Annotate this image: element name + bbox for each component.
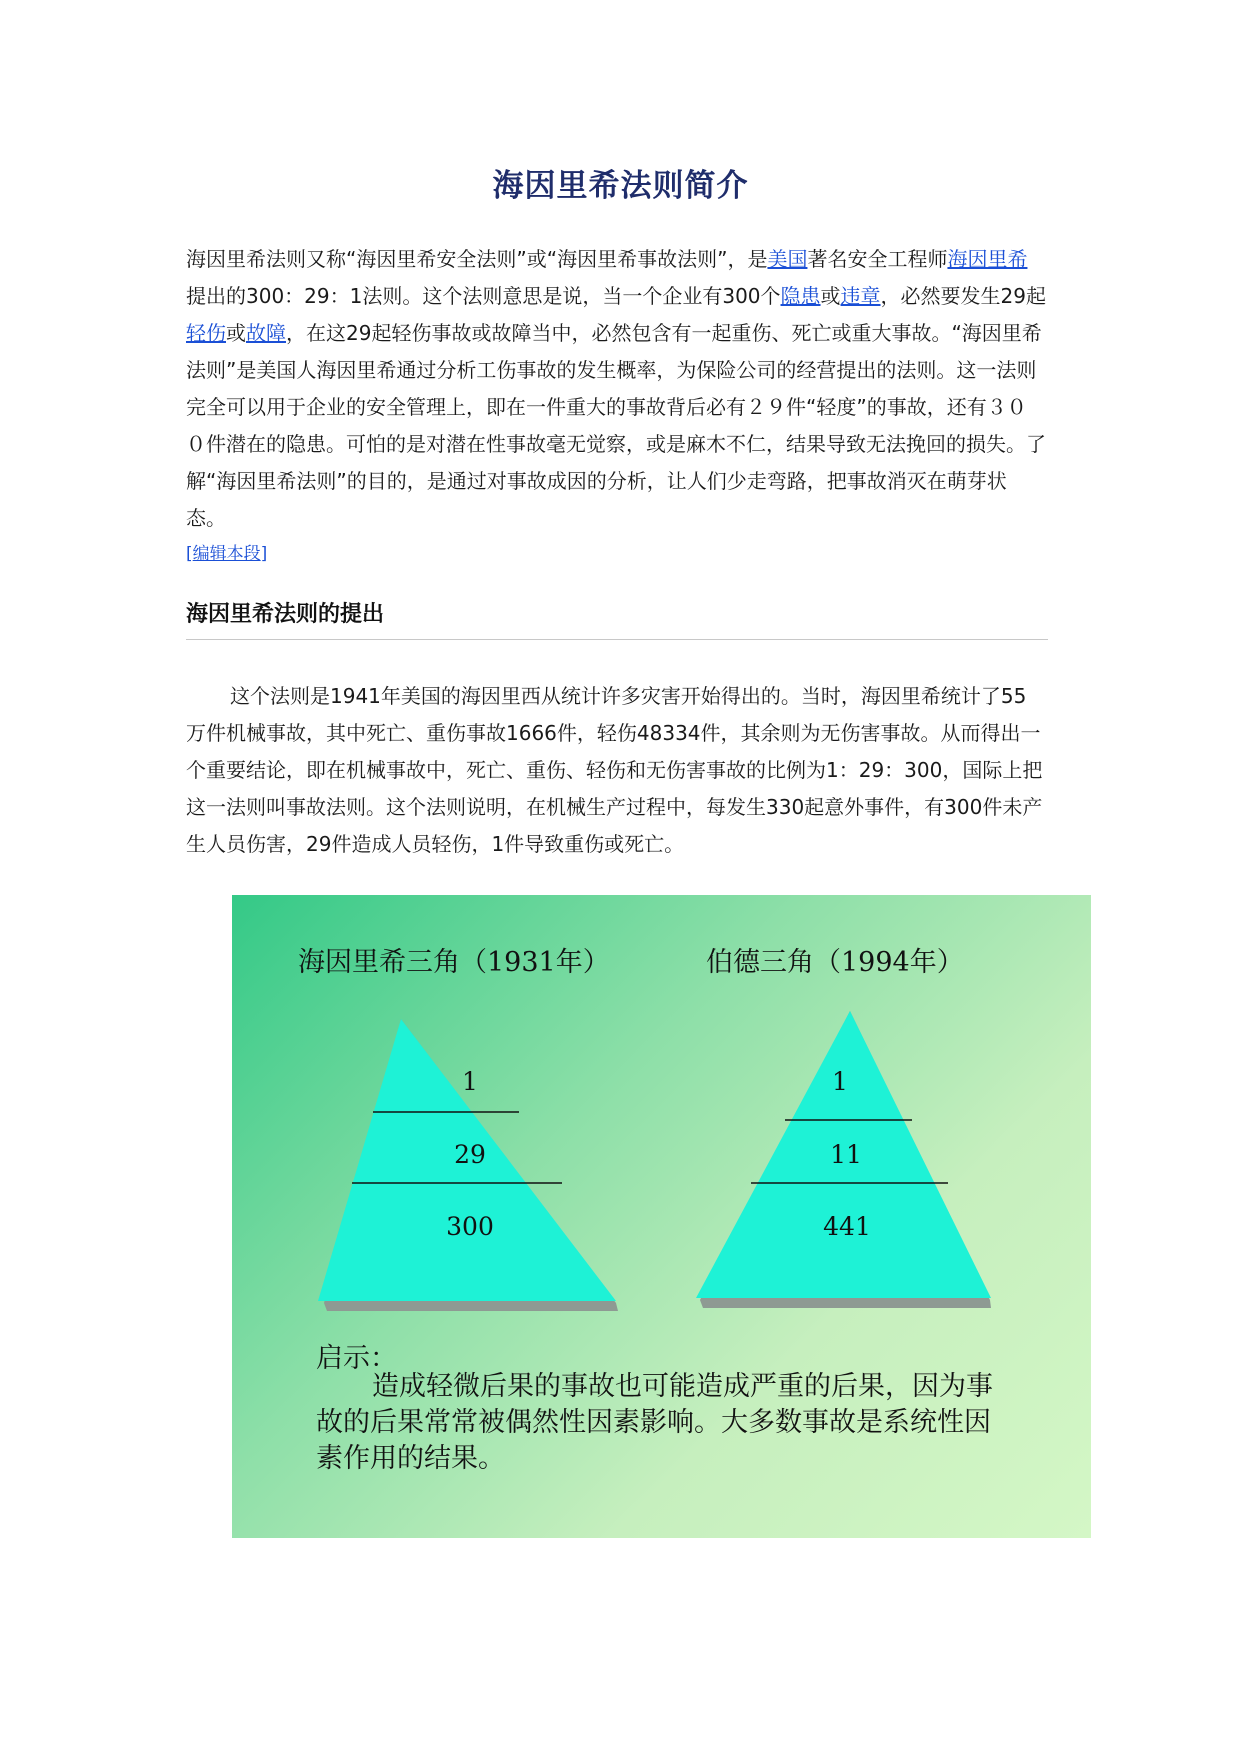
intro-text: 著名安全工程师: [807, 247, 948, 271]
intro-text: 或: [820, 284, 841, 308]
insight-body: [316, 1369, 1016, 1477]
pyramid-right-tier-top: 1: [832, 1067, 848, 1096]
link-hidden-danger[interactable]: 隐患: [780, 284, 821, 308]
link-fault[interactable]: 故障: [246, 321, 286, 345]
accident-pyramid-figure: [232, 895, 1091, 1538]
intro-text: 提出的300：29：1法则。这个法则意思是说，当一个企业有300个: [186, 284, 781, 308]
pyramid-left-tier-middle: 29: [454, 1140, 486, 1169]
intro-text: 海因里希法则又称“海因里希安全法则”或“海因里希事故法则”，是: [186, 247, 768, 271]
section-paragraph: 这个法则是1941年美国的海因里西从统计许多灾害开始得出的。当时，海因里希统计了55万件机械事故，其中死亡、重伤事故1666件，轻伤48334件，其余则为无伤害事故。从而得出一个重要结论，即在机械事故中，死亡、重伤、轻伤和无伤害事故的比例为1：29：300，国际上把这一法则叫事故法则。这个法则说明，在机械生产过程中，每发生330起意外事件，有300件未产生人员伤害，29件造成人员轻伤，1件导致重伤或死亡。: [186, 684, 1043, 856]
edit-section-link[interactable]: [编辑本段]: [186, 544, 268, 564]
intro-text: ，在这29起轻伤事故或故障当中，必然包含有一起重伤、死亡或重大事故。“海因里希法则”是美国人海因里希通过分析工伤事故的发生概率，为保险公司的经营提出的法则。这一法则完全可以用于企业的安全管理上，即在一件重大的事故背后必有２９件“轻度”的事故，还有３００件潜在的隐患。可怕的是对潜在性事故毫无觉察，或是麻木不仁，结果导致无法挽回的损失。了解“海因里希法则”的目的，是通过对事故成因的分析，让人们少走弯路，把事故消灭在萌芽状态。: [186, 321, 1046, 530]
section-heading: 海因里希法则的提出: [186, 602, 385, 627]
intro-paragraph: [186, 241, 1046, 537]
pyramid-right-title: 伯德三角（1994年）: [706, 947, 964, 978]
insight-heading: 启示：: [316, 1343, 397, 1374]
section-divider: [186, 639, 1048, 640]
page-title: 海因里希法则简介: [492, 168, 749, 204]
link-violation[interactable]: 违章: [840, 284, 881, 308]
link-heinrich[interactable]: 海因里希: [947, 247, 1028, 271]
edit-section-label[interactable]: 编辑本段: [192, 544, 261, 564]
intro-text: ，必然要发生29起: [880, 284, 1046, 308]
pyramid-left-tier-bottom: 300: [446, 1212, 494, 1241]
link-united-states[interactable]: 美国: [767, 247, 808, 271]
intro-text: 或: [226, 321, 246, 345]
pyramid-right-tier-middle: 11: [830, 1140, 862, 1169]
pyramid-right-tier-bottom: 441: [823, 1212, 871, 1241]
link-minor-injury[interactable]: 轻伤: [186, 321, 226, 345]
pyramid-left-tier-top: 1: [462, 1067, 478, 1096]
pyramid-left-title: 海因里希三角（1931年）: [298, 947, 610, 978]
insight-text: 造成轻微后果的事故也可能造成严重的后果，因为事故的后果常常被偶然性因素影响。大多数事故是系统性因素作用的结果。: [316, 1371, 993, 1474]
